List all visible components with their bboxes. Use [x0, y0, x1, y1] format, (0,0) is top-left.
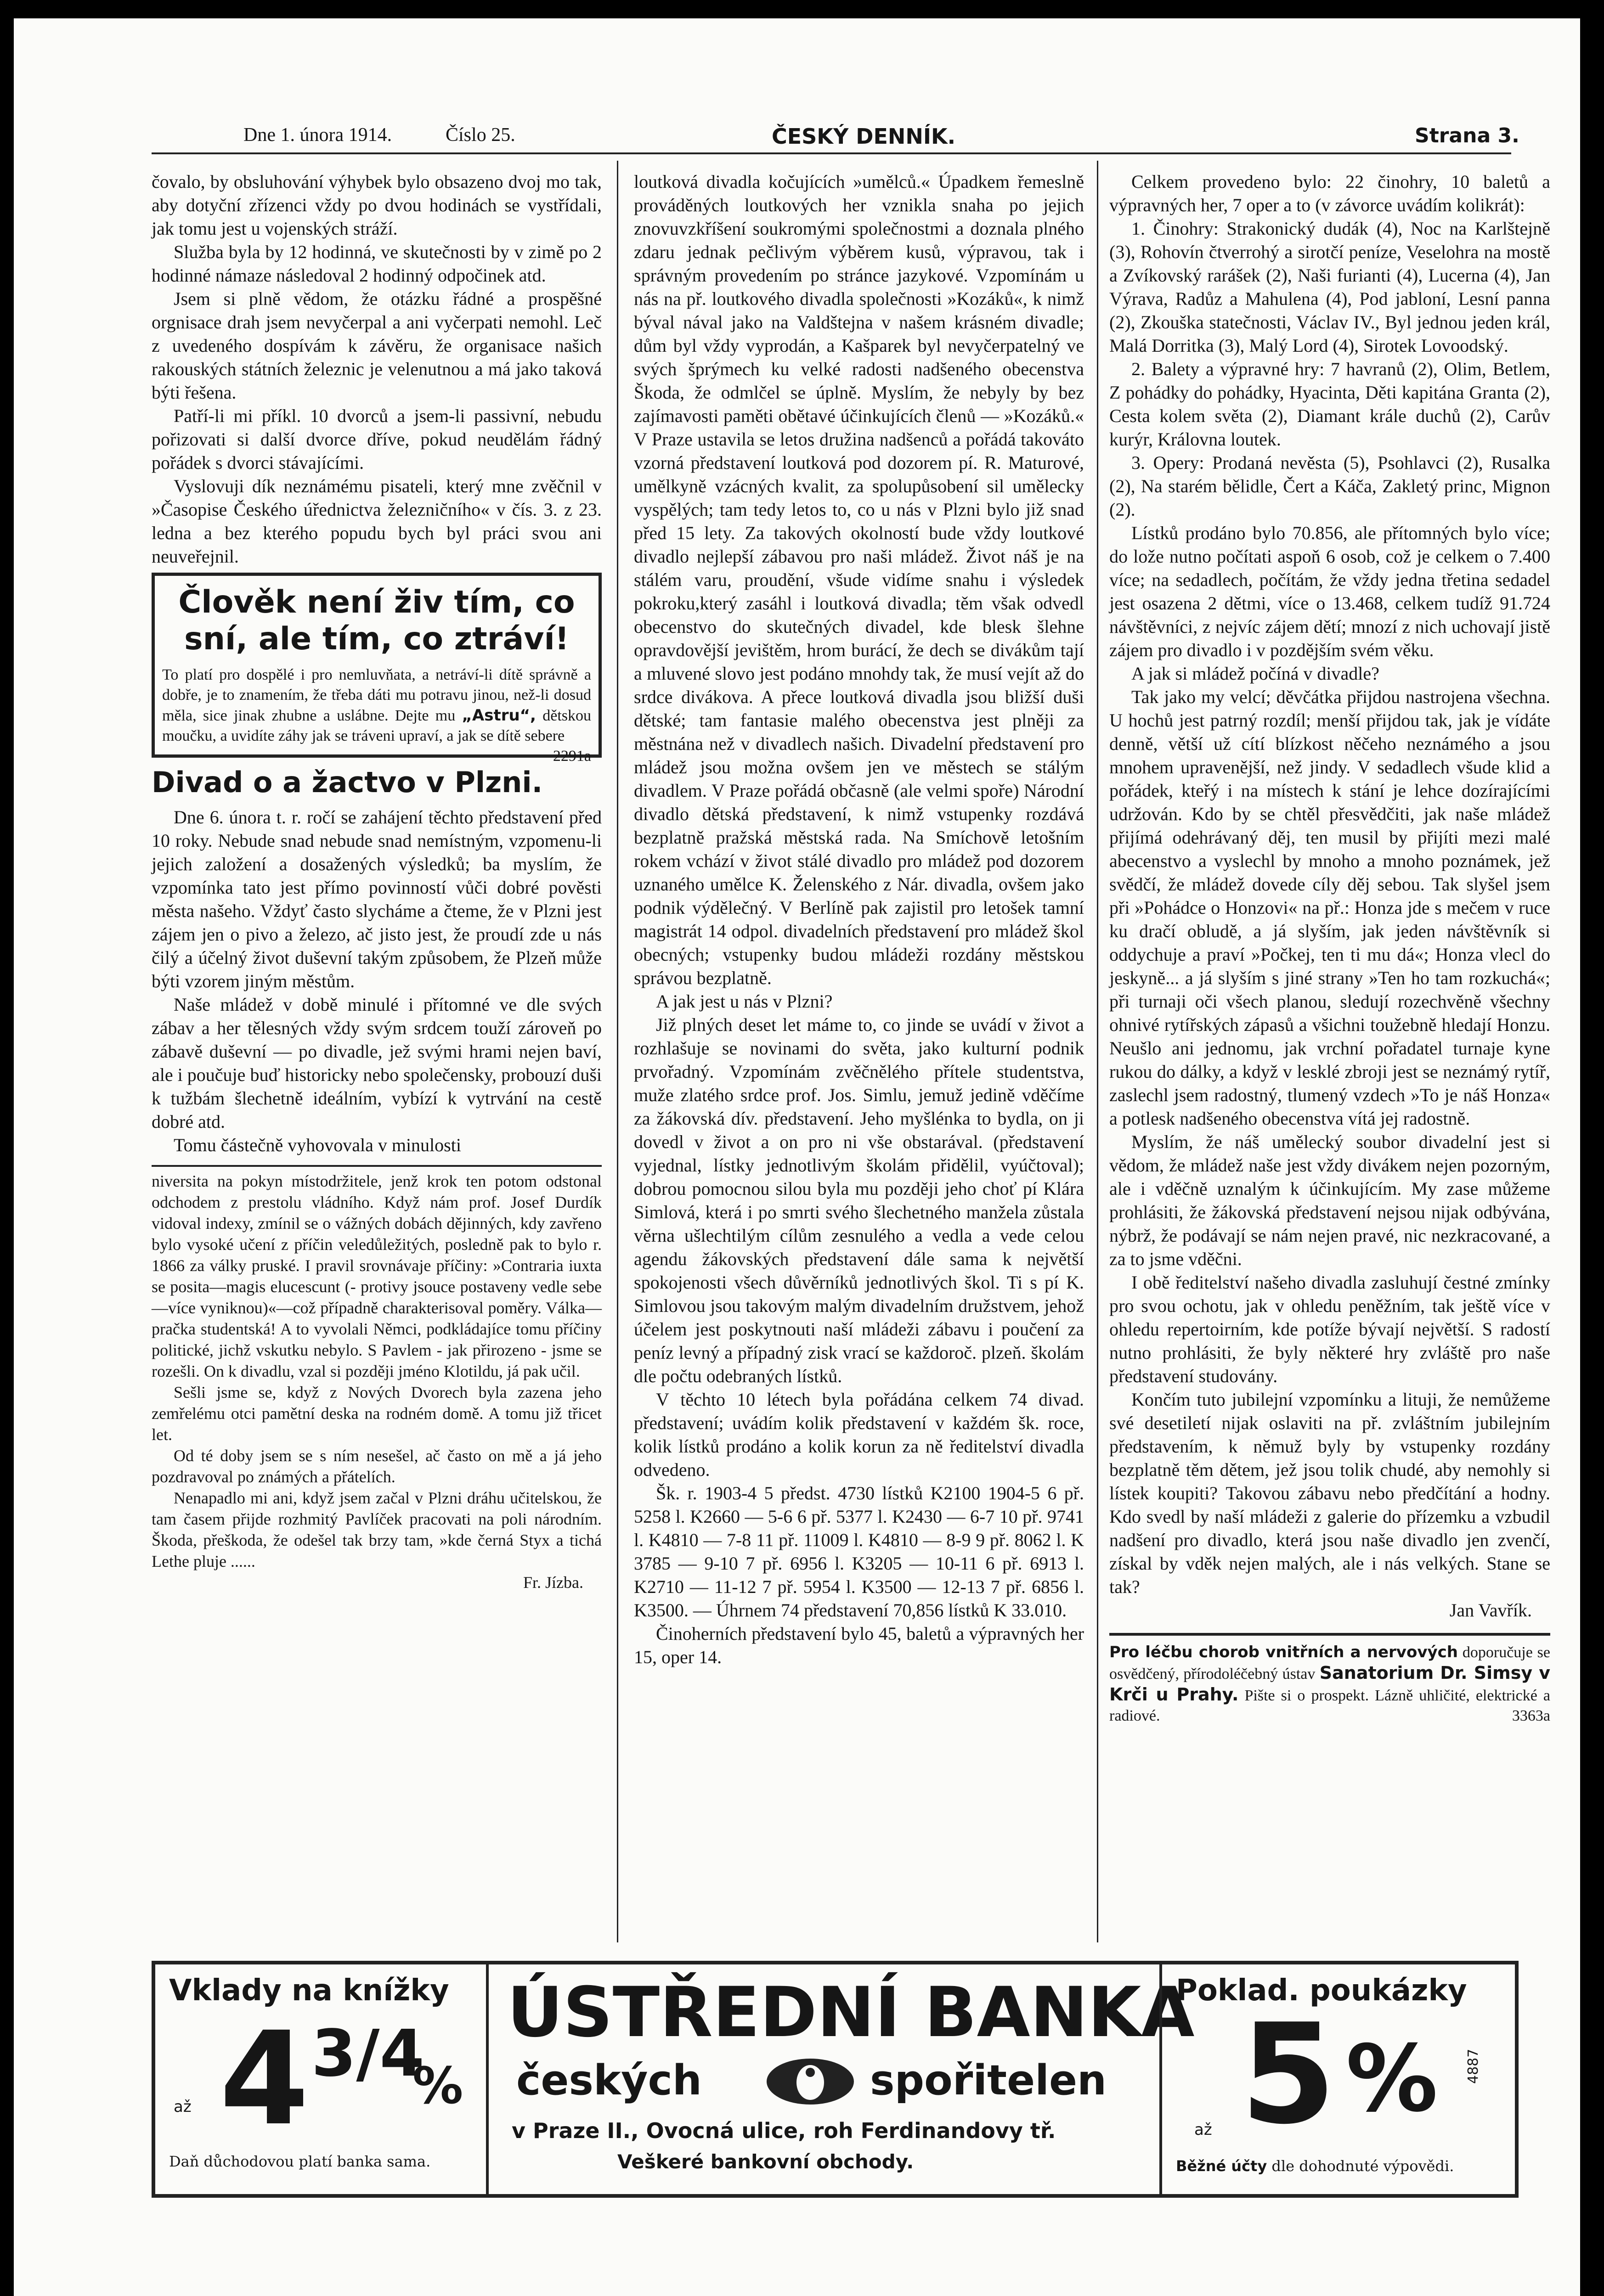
ad-body-text-2: dětskou moučku, a uvidíte záhy jak se tráveni upraví, a jak se dítě sebere — [162, 707, 592, 744]
sanatorium-text-2: Pište si o prospekt. Lázně uhličité, elektrické a radiové. — [1109, 1687, 1551, 1724]
column-divider-1 — [617, 161, 618, 1942]
newspaper-page — [14, 18, 1580, 2296]
eagle-emblem-icon — [764, 2054, 856, 2109]
column-2 — [634, 170, 1084, 1669]
article-title: Divad o a žactvo v Plzni. — [152, 765, 543, 799]
ad-code: 2291a — [553, 748, 591, 765]
col3-paragraph: Myslím, že náš umělecký soubor divadelní jest si vědom, že mládež naše jest vždy divákem nejen pozorným, ale i vděčně uznalým k účinkujícím. My zase můžeme prohlásiti, že žákovská představení nejsou nijak odbývána, nýbrž, že podávají se nám nejen pravé, nic nezkracované, a za to jsme vděčni. — [1109, 1131, 1550, 1269]
obituary-paragraph: Nenapadlo mi ani, když jsem začal v Plzni dráhu učitelskou, že tam časem přijde rozhmitý Pavlíček pracovati na poli národním. Škoda, přeškoda, že odešel tak brzy tam, »kde černá Styx a tichá Lethe pluje ...... — [152, 1489, 602, 1570]
issue-number: Číslo 25. — [446, 124, 515, 146]
col1-paragraph: Služba byla by 12 hodinná, ve skutečnosti by v zimě po 2 hodinné námaze následoval 2 hodinný odpočinek atd. — [152, 242, 602, 286]
voucher-title: Poklad. poukázky — [1176, 1974, 1467, 2008]
col3-paragraph: Končím tuto jubilejní vzpomínku a lituji, že nemůžeme své desetiletí nijak oslaviti na př. zvláštním jubilejním představením, k němuž byly by vstupenky rozdány bezplatně těm dětem, jež jsou tolik chudé, aby nemohly si lístek koupiti? Takovou zábavu nebo předčítání a hodny. Kdo svedl by naší mládeži z galerie do přízemku a vzbudil nadšení pro divadlo, která jsou naše divadlo jen zvenčí, získal by vděk nejen malých, ale i nás velkých. Stane se tak? — [1109, 1389, 1550, 1597]
deposit-rate-fraction: 3/4 — [311, 2016, 424, 2091]
obituary-paragraph: Sešli jsme se, když z Nových Dvorech byla zazena jeho zemřelému otci pamětní deska na rodném domě. A tomu již třicet let. — [152, 1383, 602, 1444]
article-paragraph: Tomu částečně vyhovovala v minulosti — [174, 1135, 461, 1155]
voucher-rate-sign: % — [1346, 2026, 1438, 2133]
article-signature: Jan Vavřík. — [1449, 1600, 1532, 1621]
issue-date: Dne 1. února 1914. — [243, 124, 392, 146]
obituary-paragraph: Od té doby jsem se s ním nesešel, ač často on mě a já jeho pozdravoval po známých a přátelích. — [152, 1446, 602, 1486]
sanatorium-text: doporučuje se osvědčený, přírodoléčebný ústav — [1109, 1644, 1550, 1683]
col1-paragraph: čovalo, by obsluhování výhybek bylo obsazeno dvoj mo tak, aby dotyční zřízenci vždy po dvou hodinách se vystřídali, jak tomu jest u vojenských stráží. — [152, 171, 602, 239]
page-number: Strana 3. — [1415, 124, 1519, 147]
col3-paragraph: 3. Opery: Prodaná nevěsta (5), Psohlavci (2), Rusalka (2), Na starém bělidle, Čert a Káča, Zakletý princ, Mignon (2). — [1109, 452, 1550, 520]
deposit-rate-whole: 4 — [220, 2004, 309, 2154]
voucher-code: 4887 — [1465, 2048, 1481, 2084]
col2-paragraph: loutková divadla kočujících »umělců.« Úpadkem řemeslně prováděných loutkových her vznikla snaha po jejich znovuvzkříšení soukromými společnostmi a doznala plného zdaru jednak pečlivým výběrem kusů, výpravou, tak i správným provedením po stránce jazykové. Vzpomínám u nás na př. loutkového divadla společnosti »Kozáků«, k nimž býval nával jako na Valdštejna v našem krásném divadle; dům byl vždy vyprodán, a Kašparek byl nevyčerpatelný ve svých šprýmech ku velké radosti nadšeného obecenstva Škoda, že odmlčel se úplně. Myslím, že nebyly by bez zajímavosti paměti obětavé účinkujících členů — »Kozáků.« V Praze ustavila se letos družina nadšenců a pořádá takováto vzorná představení loutková pod dozorem pí. R. Maturové, umělkyně vzácných kvalit, za spolupůsobení sil umělecky vyspělých; tam tedy letos to, co u nás v Plzni bylo již snad před 15 lety. Za takových okolností bude vždy loutkové divadlo nejlepší zábavou pro naši mládež. Život náš je na stálém varu, proudění, všude vidíme snahu i výsledek pokroku,který zasáhl i loutková divadla; těm však odvedl obecenstvo do skutečných divadel, kde blesk šlehne opravdovější jevištěm, hrom burácí, že dech se divákům tají a mluvené slovo jest podáno mnohdy tak, že musí vejít až do srdce divákova. A přece loutková divadla jsou bližší duši dětské; tam fantasie malého obecenstva jest plněji za městnána než v divadlech našich. Divadelní představení pro mládež jsou možna ovšem jen ve městech se stálým divadlem. V Praze pořádá občasně (ale velmi spoře) Národní divadlo dětská představení, k nimž vstupenky rozdává bezplatně pražská městská rada. Na Smíchově letošním rokem vchází v život stálé divadlo pro mládež pod dozorem uznaného umělce K. Želenského z Nár. divadla, ovšem jako podnik výdělečný. V Berlíně pak zajistil pro letošek tamní magistrát 14 odpol. divadelních představení pro mládež škol obecných; vstupenky budou mládeži rozdány městskou správou bezplatně. — [634, 171, 1084, 988]
deposit-prefix: až — [174, 2098, 192, 2116]
voucher-rate: 5 — [1240, 1994, 1336, 2155]
col3-paragraph: Tak jako my velcí; děvčátka přijdou nastrojena všechna. U hochů jest patrný rozdíl; menší přijdou tak, jak je vídáte denně, větší už cítí blízkost něčeho neznámého a jsou mnohem upravenější, než jindy. V sedadlech všude klid a pořádek, kteřý i na místech k stání je lehce dozírajícími udržován. Kdo by se chtěl přesvědčiti, jak naše mládež přijímá odehrávaný děj, ten musil by přijíti mezi malé abecenstvo a vyslechl by mnoho a mnoho poznámek, jež svědčí, že mládež dovede cíly děj sebou. Tak slyšel jsem při »Pohádce o Honzovi« na př.: Honza jde s mečem v ruce ku dračí obludě, a já slyším, jak jeden návštěvník si oddychuje a praví »Počkej, ten ti mu dá«; Honza vlecl do jeskyně... a já slyším s jiné strany »Ten ho tam rozkuchá«; při turnaji oči všech planou, sledují rozechvěně všechny ohnivé rytířských zápasů a všichni toužebně hledají Honzu. Neušlo ani jednomu, jak vrchní pořadatel turnaje kyne rukou do dálky, a když v lesklé zbroji jest se neznámý rytíř, zaslechl jsem radostný, tlumený vzdech »To je náš Honza« a potlesk nadšeného obecenstva vítá jej radostně. — [1109, 687, 1550, 1129]
sanatorium-lead: Pro léčbu chorob vnitřních a nervových — [1109, 1643, 1458, 1661]
col1-paragraph: Jsem si plně vědom, že otázku řádné a prospěšné orgnisace drah jsem nevyčerpal a ani vyčerpati nemohl. Leč z uvedeného dospívám k závěru, že organisace našich rakouských státních železnic je velenutnou a má jako taková býti řešena. — [152, 288, 602, 403]
sanatorium-ad — [1109, 1633, 1550, 1726]
deposit-section — [155, 1964, 489, 2194]
header-rule — [152, 152, 1511, 154]
bank-address: v Praze II., Ovocná ulice, roh Ferdinandovy tř. — [512, 2118, 1056, 2143]
column-1 — [152, 170, 602, 1593]
voucher-note — [1176, 2157, 1454, 2175]
page-header — [152, 124, 1519, 152]
bank-name-word-1: českých — [516, 2056, 702, 2105]
bank-advertisement — [152, 1961, 1519, 2198]
voucher-note-text: dle dohodnuté výpovědi. — [1271, 2157, 1454, 2175]
deposit-note: Daň důchodovou platí banka sama. — [169, 2153, 431, 2170]
voucher-section — [1159, 1964, 1518, 2194]
col3-paragraph: Celkem provedeno bylo: 22 činohry, 10 baletů a výpravných her, 7 oper a to (v závorce uvádím kolikrát): — [1109, 171, 1550, 215]
column-3 — [1109, 170, 1550, 1726]
obituary-paragraph: niversita na pokyn místodržitele, jenž krok ten potom odstonal odchodem z prestolu vládního. Když nám prof. Josef Durdík vidoval indexy, zmínil se o vážných dobách dějinných, kdy zavřeno bylo vysoké učení z příčin veledůležitých, posledně pak to bylo r. 1866 za války pruské. I pravil srovnávaje příčiny: »Contraria iuxta se posita—magis elucescunt (- protivy jsouce postaveny vedle sebe—více vyniknou)«—což případně charakterisoval poměry. Válka—pračka studentská! A to vyvolali Němci, podkládajíce tomu příčiny politické, jichž vskutku nebylo. S Pavlem - jak přirozeno - jsme se rozešli. On k divadlu, vzal si později jméno Klotildu, já pak učil. — [152, 1172, 602, 1380]
col3-paragraph: I obě ředitelství našeho divadla zasluhují čestné zmínky pro svou ochotu, jak v ohledu peněžním, tak ještě více v ohledu repertoirním, kde potíže bývají největší. S radostí nutno prohlásiti, že byly některé hry zvláště pro naše představení studovány. — [1109, 1272, 1550, 1386]
col1-paragraph: Vyslovuji dík neznámému pisateli, který mne zvěčnil v »Časopise Českého úřednictva železničního« v čís. 3. z 23. ledna a bez kterého popudu bych byl práci svou ani neuveřejnil. — [152, 476, 602, 567]
col2-paragraph: Již plných deset let máme to, co jinde se uvádí v život a rozhlašuje se novinami do světa, jako kulturní podnik prvořadný. Vzpomínám zvěčnělého přítele studentstva, muže zlatého srdce prof. Jos. Simlu, jemuž jedině vděčíme za žákovská dív. představení. Jeho myšlénka to bydla, on ji dovedl v život a on pro ni vše obstarával. (představení vyjednal, lístky jednotlivým školám přidělil, vyúčtoval); dobrou pomocnou silou byla mu později jeho choť pí Klára Simlová, která i po smrti svého šlechetného manžela zůstala věrna ušlechtilým cílům zesnulého a vedla a vede celou agendu žákovských představení dále sama k největší spokojenosti všech důvěrníků jednotlivých škol. Ti s pí K. Simlovou jsou takovým malým divadelním družstvem, jehož účelem jest poskytnouti naší mládeži zábavu i poučení za peníz levný a případný zisk vrací se každoroč. plzeň. školám dle počtu odebraných lístků. — [634, 1014, 1084, 1386]
column-divider-2 — [1097, 161, 1098, 1942]
col3-paragraph: A jak si mládež počíná v divadle? — [1131, 663, 1379, 684]
astra-advertisement — [152, 573, 602, 765]
col2-paragraph: V těchto 10 létech byla pořádána celkem 74 divad. představení; uvádím kolik představení v každém šk. roce, kolik lístků prodáno a kolik korun za ně ředitelství divadla odvedeno. — [634, 1389, 1084, 1480]
bank-name-section — [489, 1964, 1195, 2194]
ad-body-text: To platí pro dospělé i pro nemluvňata, a netráví-li dítě správně a dobře, je to znamením, že třeba dáti mu potravu jinou, než-li dosud měla, sice jinak zhubne a uslábne. Dejte mu — [162, 666, 591, 724]
bank-name: ÚSTŘEDNÍ BANKA — [507, 1973, 1195, 2053]
sanatorium-code: 3363a — [1512, 1707, 1550, 1724]
voucher-note-bold: Běžné účty — [1176, 2157, 1267, 2175]
col3-paragraph: 1. Činohry: Strakonický dudák (4), Noc na Karlštejně (3), Rohovín čtverrohý a sirotčí peníze, Veselohra na mostě a Zvíkovský rarášek (2), Naši furianti (4), Lucerna (4), Jan Výrava, Radůz a Mahulena (4), Pod jabloní, Lesní panna (2), Zkouška statečnosti, Václav IV., Byl jednou jeden král, Malá Dorritka (3), Malý Lord (4), Sirotek Lovoodský. — [1109, 218, 1550, 356]
bank-name-word-2: spořitelen — [870, 2056, 1107, 2105]
col3-paragraph: 2. Balety a výpravné hry: 7 havranů (2), Olim, Betlem, Z pohádky do pohádky, Hyacinta, Děti kapitána Granta (2), Cesta kolem světa (2), Diamant krále duchů (2), Carův kurýr, Královna loutek. — [1109, 359, 1550, 450]
col2-paragraph: A jak jest u nás v Plzni? — [656, 991, 833, 1012]
col1-paragraph: Patří-li mi příkl. 10 dvorců a jsem-li passivní, nebudu pořizovati si další dvorce dříve, pokud neudělám řádný pořádek s dvorci stávajícími. — [152, 405, 602, 473]
col3-paragraph: Lístků prodáno bylo 70.856, ale přítomných bylo více; do lože nutno počítati aspoň 6 osob, což je celkem o 7.400 více; na sedadlech, počítám, že vždy jedna třetina sedadel jest osazena 2 dětmi, více o 13.468, celkem tudíž 91.724 návštěvníci, z nejvíc zájem dětí; mnozí z nich uchovají jistě zájem pro divadlo i v pozdějším svém věku. — [1109, 523, 1550, 660]
section-rule — [152, 1165, 602, 1167]
masthead: ČESKÝ DENNÍK. — [772, 124, 956, 149]
obituary-section — [152, 1171, 602, 1593]
ad-brand: „Astru“, — [462, 706, 536, 725]
ad-headline: Člověk není živ tím, co sní, ale tím, co ztráví! — [178, 584, 575, 657]
col2-statistics: Šk. r. 1903-4 5 předst. 4730 lístků K2100 1904-5 6 př. 5258 l. K2660 — 5-6 6 př. 5377 l. K2430 — 6-7 10 př. 9741 l. K4810 — 7-8 11 př. 11009 l. K4810 — 8-9 9 př. 8062 l. K 3785 — 9-10 7 př. 6956 l. K3205 — 10-11 6 př. 6913 l. K2710 — 11-12 7 př. 5954 l. K3500 — 12-13 7 př. 6856 l. K3500. — Úhrnem 74 představení 70,856 lístků K 33.010. — [634, 1483, 1084, 1621]
sanatorium-name: Sanatorium Dr. Simsy v Krči u Prahy. — [1109, 1663, 1550, 1705]
col2-paragraph: Činoherních představení bylo 45, baletů a výpravných her 15, oper 14. — [634, 1623, 1084, 1667]
article-paragraph: Dne 6. února t. r. ročí se zahájení těchto představení před 10 roky. Nebude snad nebude snad nemístným, vzpomenu-li jejich založení a dosažených výsledků; ba myslím, že vzpomínka tato jest přímo povinností vůči dobré pověsti města našeho. Vždyť často slycháme a čteme, že v Plzni jest zájem jen o pivo a železo, ač jisto jest, že proudí zde u nás čilý a účelný život duševní takým způsobem, že Plzeň může býti vzorem jiným městům. — [152, 807, 602, 991]
deposit-rate-sign: % — [412, 2056, 463, 2115]
obituary-signature: Fr. Jízba. — [523, 1573, 583, 1592]
voucher-prefix: až — [1194, 2121, 1212, 2139]
article-paragraph: Naše mládež v době minulé i přítomné ve dle svých zábav a her tělesných vždy svým srdcem touží zároveň po zábavě duševní — po divadle, jež svými hrami nejen baví, ale i poučuje buď historicky nebo společensky, probouzí duši k tužbám šlechetně ideálním, vybízí k vytrvání na cestě dobré atd. — [152, 994, 602, 1132]
ad-body — [162, 665, 592, 765]
bank-services: Veškeré bankovní obchody. — [617, 2150, 914, 2173]
deposit-title: Vklady na knížky — [169, 1974, 449, 2008]
